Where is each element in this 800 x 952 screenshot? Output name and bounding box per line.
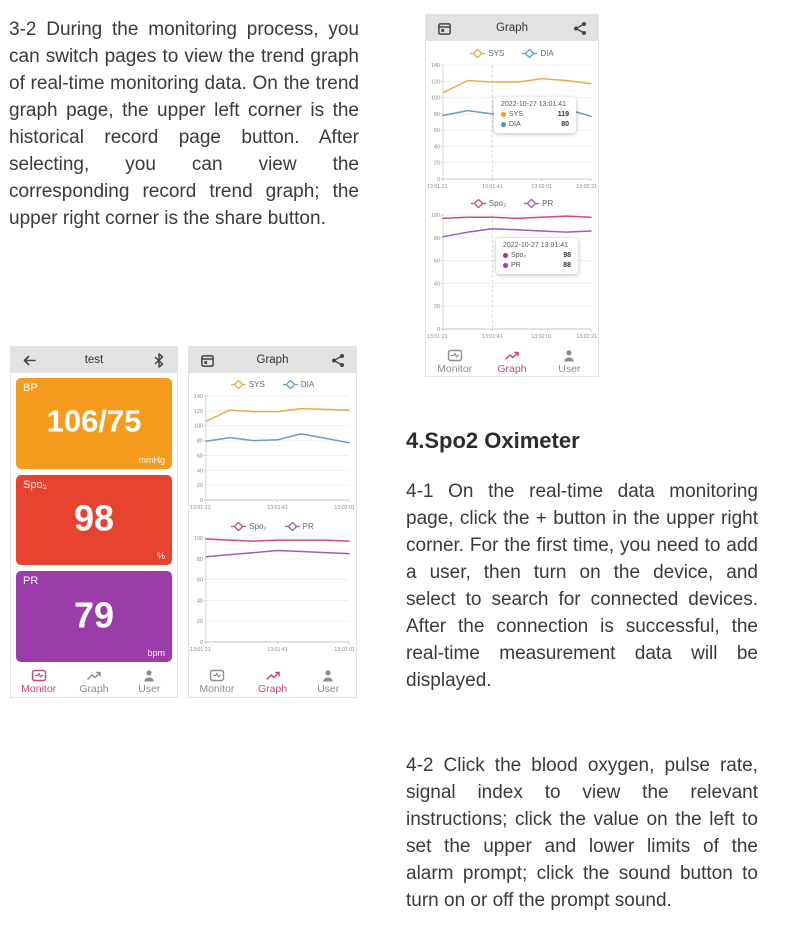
svg-text:60: 60 xyxy=(196,453,203,460)
spo2-pr-chart[interactable] xyxy=(189,533,356,655)
svg-text:140: 140 xyxy=(193,394,203,400)
svg-text:80: 80 xyxy=(196,556,203,563)
svg-text:120: 120 xyxy=(193,408,203,415)
svg-text:13:01:41: 13:01:41 xyxy=(267,647,288,653)
svg-text:60: 60 xyxy=(433,128,440,135)
nav-item-monitor[interactable] xyxy=(426,349,483,375)
section-heading-4: 4.Spo2 Oximeter xyxy=(406,428,580,453)
svg-text:13:01:21: 13:01:21 xyxy=(190,647,211,653)
nav-label-user: User xyxy=(138,683,161,695)
svg-text:20: 20 xyxy=(196,619,203,626)
monitor-phone-header xyxy=(11,347,177,373)
legend-label: PR xyxy=(302,521,314,531)
spo2-pr-legend[interactable] xyxy=(426,196,598,210)
nav-item-user[interactable] xyxy=(300,669,356,695)
legend-item[interactable] xyxy=(285,522,314,531)
svg-text:13:02:01: 13:02:01 xyxy=(531,184,552,190)
pr-card[interactable] xyxy=(16,571,172,662)
share-icon[interactable] xyxy=(325,353,351,368)
svg-text:0: 0 xyxy=(436,177,440,183)
user-icon xyxy=(320,669,336,682)
pr-card-unit: bpm xyxy=(147,648,165,659)
monitor-icon xyxy=(447,349,463,362)
spo2-pr-legend[interactable] xyxy=(189,519,356,533)
spo2-chart-tooltip xyxy=(496,238,578,274)
legend-label: PR xyxy=(542,198,554,208)
svg-text:0: 0 xyxy=(199,498,203,504)
svg-text:13:02:21: 13:02:21 xyxy=(576,334,597,340)
monitor-phone-screenshot xyxy=(10,346,178,698)
legend-marker-icon xyxy=(285,522,300,531)
bp-card-unit: mmHg xyxy=(138,454,165,465)
bp-chart-tooltip xyxy=(494,97,576,133)
legend-item[interactable] xyxy=(524,199,553,208)
graph-phone-header xyxy=(189,347,356,373)
pr-card-label: PR xyxy=(23,575,39,588)
svg-text:140: 140 xyxy=(430,63,440,69)
monitor-icon xyxy=(209,669,225,682)
monitor-icon xyxy=(31,669,47,682)
nav-label-monitor: Monitor xyxy=(21,683,57,695)
svg-text:13:02:21: 13:02:21 xyxy=(576,184,597,190)
svg-text:13:01:41: 13:01:41 xyxy=(482,184,503,190)
spo2-card[interactable] xyxy=(16,475,172,566)
svg-text:13:01:21: 13:01:21 xyxy=(427,334,448,340)
spo2-dot-icon xyxy=(503,253,508,258)
tooltip-row-spo2: Spo₂ 98 xyxy=(503,252,571,259)
svg-text:13:01:41: 13:01:41 xyxy=(267,505,288,511)
nav-item-graph[interactable] xyxy=(483,349,540,375)
svg-text:40: 40 xyxy=(433,144,440,151)
legend-marker-icon xyxy=(471,199,486,208)
bp-card-label: BP xyxy=(23,382,38,394)
graph-phone-header xyxy=(426,15,598,41)
spo2-card-value[interactable]: 98 xyxy=(73,497,115,539)
legend-item[interactable] xyxy=(283,380,314,389)
svg-text:0: 0 xyxy=(199,640,203,646)
legend-label: SYS xyxy=(488,48,505,58)
bottom-nav xyxy=(11,667,177,697)
nav-item-monitor[interactable] xyxy=(189,669,245,695)
nav-item-monitor[interactable] xyxy=(11,669,66,695)
nav-item-user[interactable] xyxy=(541,349,598,375)
nav-label-user: User xyxy=(317,683,340,695)
bp-card-value[interactable]: 106/75 xyxy=(46,403,142,439)
bottom-nav xyxy=(426,348,598,376)
svg-text:100: 100 xyxy=(430,95,440,102)
graph-icon xyxy=(504,349,520,362)
sys-dia-legend[interactable] xyxy=(189,377,356,391)
vital-cards xyxy=(11,373,177,667)
svg-text:20: 20 xyxy=(196,483,203,490)
spo2-pr-chart[interactable] xyxy=(426,210,598,342)
monitor-phone-title: test xyxy=(84,354,104,366)
sys-dia-legend[interactable] xyxy=(426,46,598,60)
tooltip-date: 2022-10-27 13:01:41 xyxy=(503,242,568,249)
svg-text:40: 40 xyxy=(196,468,203,475)
svg-text:40: 40 xyxy=(433,281,440,288)
nav-label-monitor: Monitor xyxy=(437,363,473,375)
bp-card[interactable] xyxy=(16,378,172,469)
nav-label-graph: Graph xyxy=(497,363,527,375)
bottom-nav xyxy=(189,667,356,697)
tooltip-date: 2022-10-27 13:01:41 xyxy=(501,101,566,108)
svg-text:13:01:41: 13:01:41 xyxy=(482,334,503,340)
svg-text:100: 100 xyxy=(193,536,203,542)
dia-dot-icon xyxy=(501,122,506,127)
tooltip-row-sys: SYS 119 xyxy=(501,111,569,118)
svg-text:80: 80 xyxy=(196,438,203,445)
svg-text:20: 20 xyxy=(433,160,440,167)
svg-text:100: 100 xyxy=(193,423,203,430)
legend-marker-icon xyxy=(524,199,539,208)
legend-label: SYS xyxy=(248,379,265,389)
spo2-card-label: Spo₂ xyxy=(23,478,47,491)
legend-marker-icon xyxy=(231,380,246,389)
svg-text:13:01:21: 13:01:21 xyxy=(190,505,211,511)
svg-text:80: 80 xyxy=(433,111,440,118)
legend-item[interactable] xyxy=(231,522,266,531)
nav-item-graph[interactable] xyxy=(66,669,121,695)
nav-label-user: User xyxy=(558,363,581,375)
graph-phone-title: Graph xyxy=(256,354,289,366)
paragraph-3-2: 3-2 During the monitoring process, you can switch pages to view the trend graph of real-time monitoring data. On the trend graph page, the upper left corner is the historical record page button. After selecting, you can view the corresponding record trend graph; the upper right corner is the share button. xyxy=(9,19,359,229)
svg-text:13:02:01: 13:02:01 xyxy=(531,334,552,340)
history-calendar-icon[interactable] xyxy=(194,353,220,368)
legend-label: Spo₂ xyxy=(488,198,507,208)
user-icon xyxy=(561,349,577,362)
legend-label: DIA xyxy=(540,48,554,58)
user-icon xyxy=(141,669,157,682)
legend-item[interactable] xyxy=(231,380,265,389)
graph-phone-screenshot-right xyxy=(425,14,599,377)
paragraph-4-1: 4-1 On the real-time data monitoring page, click the + button in the upper right corner. For the first time, you need to add a user, then turn on the device, and select to search for connected devices. After the connection is successful, the real-time measurement data will be displayed. xyxy=(406,481,758,691)
legend-marker-icon xyxy=(470,49,485,58)
back-arrow-icon[interactable] xyxy=(16,354,42,367)
svg-text:100: 100 xyxy=(430,213,440,219)
share-icon[interactable] xyxy=(567,21,593,36)
nav-label-monitor: Monitor xyxy=(199,683,235,695)
graph-phone-title: Graph xyxy=(496,22,528,34)
legend-item[interactable] xyxy=(470,49,504,58)
svg-text:60: 60 xyxy=(433,258,440,265)
tooltip-row-dia: DIA 80 xyxy=(501,121,569,128)
bluetooth-icon[interactable] xyxy=(146,353,172,368)
svg-text:40: 40 xyxy=(196,598,203,605)
svg-text:13:02:01: 13:02:01 xyxy=(334,647,355,653)
nav-item-graph[interactable] xyxy=(245,669,301,695)
sys-dia-chart[interactable] xyxy=(189,391,356,513)
nav-label-graph: Graph xyxy=(257,683,288,695)
svg-text:13:01:21: 13:01:21 xyxy=(427,184,448,190)
svg-text:60: 60 xyxy=(196,577,203,584)
legend-marker-icon xyxy=(522,49,537,58)
svg-text:13:02:01: 13:02:01 xyxy=(334,505,355,511)
history-calendar-icon[interactable] xyxy=(431,21,457,36)
svg-text:80: 80 xyxy=(433,235,440,242)
pr-card-value[interactable]: 79 xyxy=(73,593,115,635)
paragraph-4-2: 4-2 Click the blood oxygen, pulse rate, signal index to view the relevant instructions; click the value on the left to set the upper and lower limits of the alarm prompt; click the sound button to turn on or off the prompt sound. xyxy=(406,755,758,911)
graph-icon xyxy=(265,669,281,682)
legend-item[interactable] xyxy=(522,49,553,58)
graph-icon xyxy=(86,669,102,682)
nav-item-user[interactable] xyxy=(122,669,177,695)
legend-item[interactable] xyxy=(471,199,506,208)
svg-text:120: 120 xyxy=(430,79,440,86)
legend-label: DIA xyxy=(300,379,315,389)
legend-marker-icon xyxy=(283,380,298,389)
legend-marker-icon xyxy=(231,522,246,531)
sys-dot-icon xyxy=(501,112,506,117)
graph-phone-screenshot-mid xyxy=(188,346,357,698)
spo2-card-unit: % xyxy=(156,551,165,562)
svg-text:0: 0 xyxy=(436,327,440,333)
tooltip-row-pr: PR 88 xyxy=(503,262,571,269)
pr-dot-icon xyxy=(503,263,508,268)
nav-label-graph: Graph xyxy=(79,683,109,695)
legend-label: Spo₂ xyxy=(249,521,267,531)
svg-text:20: 20 xyxy=(433,304,440,311)
